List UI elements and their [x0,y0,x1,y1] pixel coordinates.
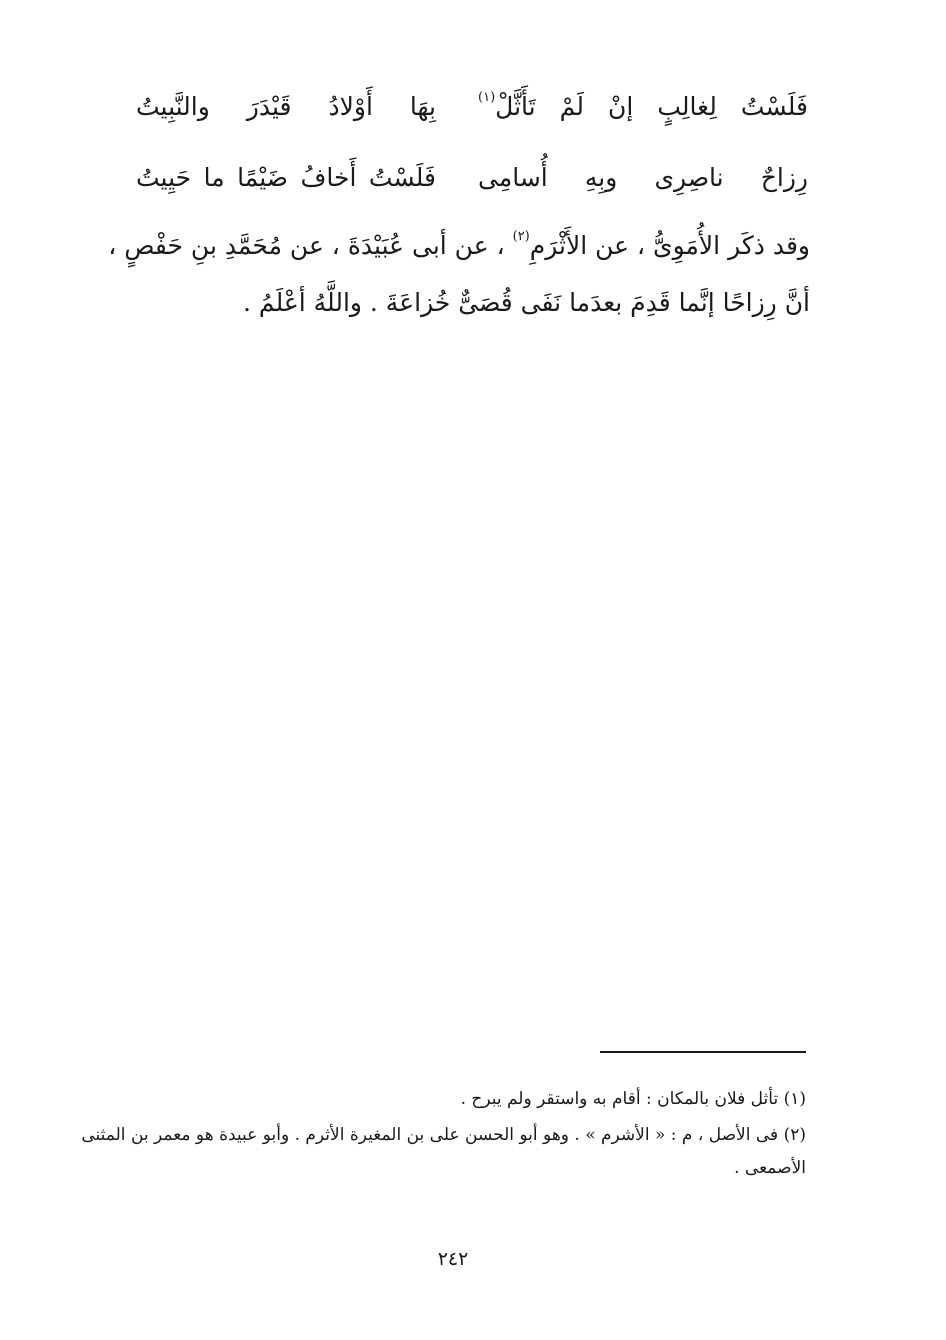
verse-1-first-hemistich [478,90,808,121]
prose-line-2: أنَّ رِزاحًا إنَّما قَدِمَ بعدَما نَفَى قُصَىٌّ خُزاعَةَ . واللَّهُ أعْلَمُ . [243,288,810,317]
footnote-1: (١) تأثل فلان بالمكان : أقام به واستقر ولم يبرح . [460,1089,806,1109]
verse-2-second-hemistich: فَلَسْتُ أَخافُ ضَيْمًا ما حَيِيتُ [136,163,436,192]
verse-1-second-hemistich: بِهَا أَوْلادُ قَيْدَرَ والنَّبِيتُ [136,92,436,121]
prose-line-1 [108,229,810,260]
verse-2-first-hemistich: رِزاحٌ ناصِرِى وبِهِ أُسامِى [478,163,808,192]
footnote-ref-2: (٢) [512,229,530,244]
prose-line-1-part-1: وقد ذكَر الأُمَوِىُّ ، عن الأَثْرَمِ [529,231,810,260]
prose-line-1-part-2: ، عن أبى عُبَيْدَةَ ، عن مُحَمَّدِ بنِ حَفْصٍ ، [108,231,505,260]
footnote-2-line-1: (٢) فى الأصل ، م : « الأشرم » . وهو أبو الحسن على بن المغيرة الأثرم . وأبو عبيدة هو معمر بن المثنى [81,1125,806,1145]
footnote-2-line-2: الأصمعى . [734,1158,806,1178]
verse-1-first-hemistich-text: فَلَسْتُ لِغالِبٍ إنْ لَمْ تَأَثَّلْ [495,92,808,121]
footnote-ref-1: (١) [478,90,496,105]
page-number: ٢٤٢ [437,1248,469,1270]
footnote-separator [600,1051,806,1053]
